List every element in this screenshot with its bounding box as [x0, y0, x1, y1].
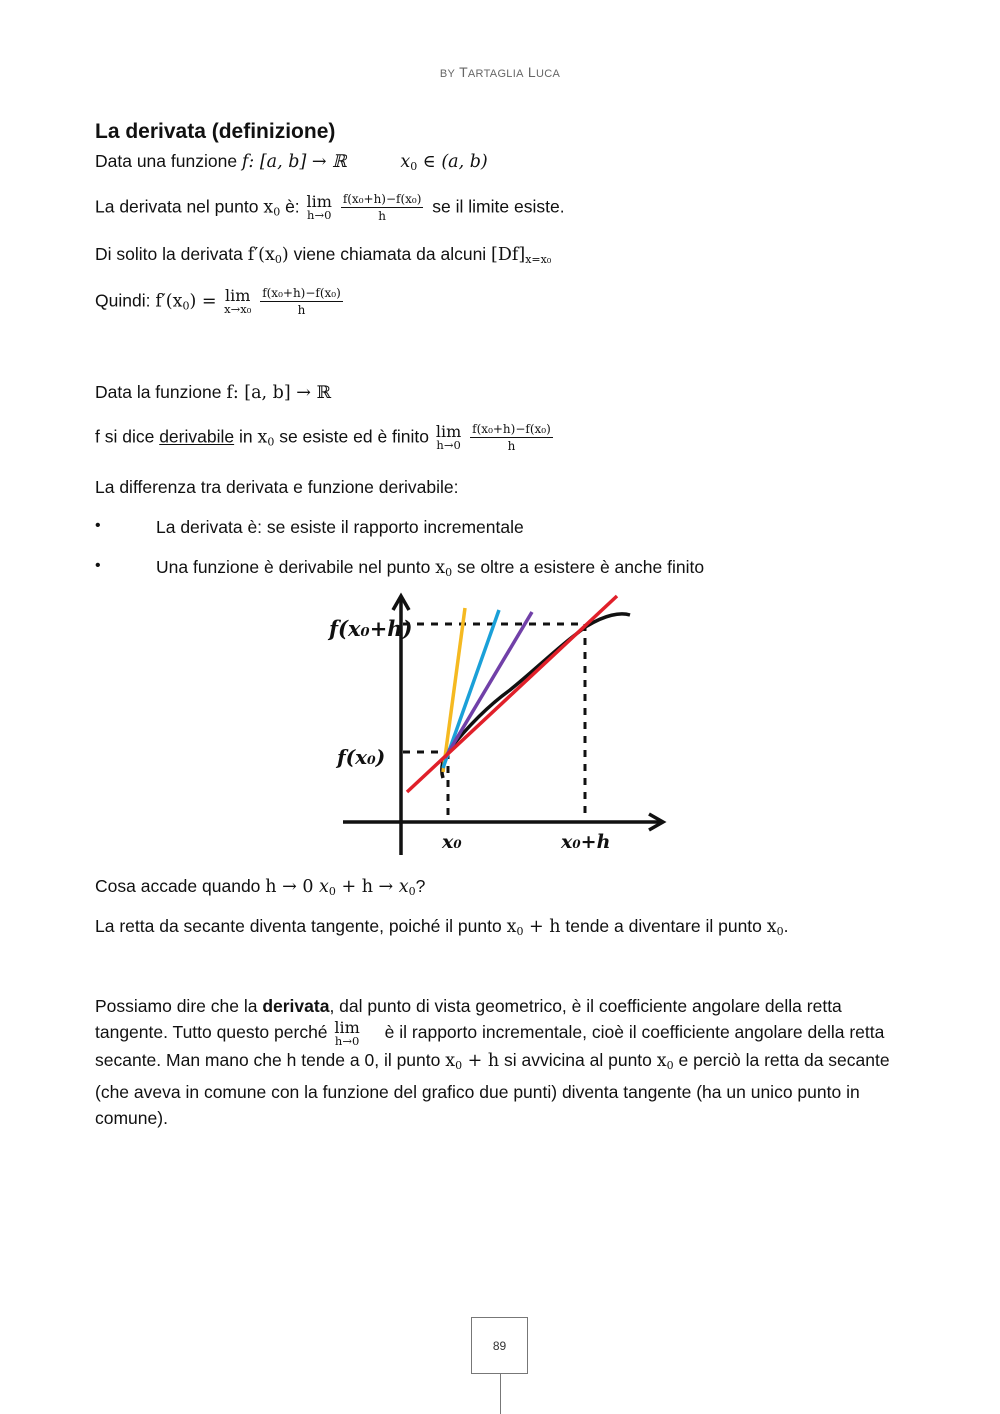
lim: lim	[225, 286, 251, 306]
subscript: 0	[408, 885, 416, 898]
text: , dal punto di vista geometrico, è il coefficiente angolare della retta tangente. Tutto questo perché	[95, 996, 842, 1042]
secant-tangent-graph	[325, 590, 675, 865]
secant-purple	[445, 612, 532, 758]
interval: ∈ (a, b)	[417, 152, 488, 172]
label-fx0h: f(x₀+h)	[329, 616, 413, 641]
header-author-first-rest: ARTAGLIA	[467, 68, 524, 80]
x0-symbol: x	[398, 877, 409, 897]
limit-operator	[436, 424, 461, 452]
subscript: x=x₀	[525, 253, 552, 266]
subscript: 0	[267, 435, 275, 449]
lim-subscript: h→0	[334, 1033, 360, 1048]
text: Data la funzione	[95, 382, 227, 402]
bullet-text	[156, 557, 704, 579]
label-fx0: f(x₀)	[337, 745, 386, 769]
denominator: h	[297, 303, 306, 318]
subscript: 0	[182, 299, 190, 313]
function-signature: f: [a, b] → ℝ	[241, 152, 347, 172]
header-by: BY	[439, 68, 456, 80]
subscript: 0	[273, 205, 281, 219]
section-title: La derivata (definizione)	[95, 120, 336, 143]
underlined-term: derivabile	[159, 426, 235, 447]
subscript: 0	[666, 1059, 674, 1073]
header-author-last-rest: UCA	[536, 68, 561, 80]
bold-term: derivata	[262, 996, 330, 1016]
fprime: f′(x	[247, 245, 275, 265]
text: Data una funzione	[95, 151, 242, 171]
question-mark: ?	[415, 876, 426, 896]
page-number-stem	[500, 1374, 501, 1414]
x0-symbol: x	[656, 1051, 667, 1072]
difference-quotient	[260, 286, 343, 318]
denominator: h	[378, 209, 386, 224]
numerator: f(x₀+h)−f(x₀)	[260, 286, 343, 302]
header-author-first-initial: T	[459, 64, 468, 80]
running-header	[0, 64, 1000, 80]
lim: lim	[435, 422, 462, 442]
expr: + h	[462, 1051, 500, 1072]
text: Quindi:	[95, 290, 156, 311]
text: in	[234, 426, 258, 447]
limit-operator	[334, 1017, 360, 1048]
difference-quotient	[470, 422, 553, 454]
text: tende a diventare il punto	[560, 916, 767, 936]
page-number: 89	[492, 1339, 507, 1353]
text: Possiamo dire che la	[95, 996, 263, 1016]
subscript: 0	[410, 160, 418, 173]
definition-line-5	[95, 382, 331, 403]
lim: lim	[334, 1017, 360, 1037]
paren: )	[281, 245, 289, 265]
text: viene chiamata da alcuni	[288, 244, 492, 264]
definition-line-7	[95, 477, 459, 498]
subscript: 0	[516, 925, 524, 938]
h-limit: h → 0	[265, 877, 320, 897]
text: La retta da secante diventa tangente, poiché il punto	[95, 916, 507, 936]
definition-line-1	[95, 151, 488, 173]
x0-symbol: x	[766, 917, 777, 937]
page-number-box	[471, 1317, 528, 1374]
function-signature: f: [a, b] → ℝ	[226, 383, 332, 403]
limit-operator	[224, 288, 251, 316]
definition-line-3	[95, 244, 551, 266]
answer-line	[95, 916, 789, 938]
definition-line-4	[95, 286, 347, 318]
numerator: f(x₀+h)−f(x₀)	[470, 422, 553, 438]
x0-symbol: x	[319, 877, 329, 897]
denominator: h	[507, 439, 516, 454]
header-author-last-initial: L	[527, 64, 537, 80]
label-x0: x₀	[442, 831, 462, 853]
lim-subscript: h→0	[307, 208, 332, 223]
bullet-dot: •	[95, 517, 101, 534]
subscript: 0	[776, 925, 784, 938]
numerator: f(x₀+h)−f(x₀)	[341, 192, 424, 208]
bullet-dot: •	[95, 557, 101, 574]
lim-subscript: x→x₀	[224, 302, 252, 317]
x0-symbol: x	[263, 197, 274, 218]
x0-symbol: x	[400, 152, 411, 172]
lim-subscript: h→0	[436, 438, 461, 453]
definition-line-2	[95, 192, 565, 224]
text: se il limite esiste.	[432, 196, 565, 217]
period: .	[783, 916, 789, 936]
subscript: 0	[455, 1059, 463, 1073]
text: La differenza tra derivata e funzione derivabile:	[95, 477, 459, 497]
df-notation: [Df]	[491, 245, 526, 265]
bullet-text: La derivata è: se esiste il rapporto incrementale	[156, 517, 524, 537]
text: è:	[280, 196, 305, 217]
text: La derivata nel punto	[95, 196, 264, 217]
expr: + h	[523, 917, 561, 937]
text: si avvicina al punto	[499, 1050, 657, 1071]
subscript: 0	[445, 566, 453, 579]
text: Di solito la derivata	[95, 244, 248, 264]
explanation-paragraph	[95, 993, 905, 1131]
expr: + h →	[335, 877, 399, 897]
definition-line-6	[95, 422, 557, 454]
subscript: 0	[328, 885, 336, 898]
text: e perciò la retta da secante (che aveva in comune con la funzione del grafico due punti) diventa tangente (ha un unico punto in comune).	[95, 1050, 890, 1129]
subscript: 0	[274, 253, 282, 266]
text: Una funzione è derivabile nel punto	[156, 557, 436, 577]
x0-symbol: x	[445, 1051, 456, 1072]
label-x0h: x₀+h	[561, 831, 611, 853]
title-line	[95, 120, 335, 144]
text: f si dice	[95, 426, 160, 447]
text: se oltre a esistere è anche finito	[452, 557, 705, 577]
x0-symbol: x	[257, 427, 268, 448]
x0-symbol: x	[506, 917, 517, 937]
question-line	[95, 876, 425, 898]
text: è il rapporto incrementale, cioè il coefficiente angolare della retta secante. Man mano che h tende a 0, il punto	[95, 1022, 885, 1071]
limit-operator	[307, 194, 332, 222]
text: Cosa accade quando	[95, 876, 266, 896]
x0-symbol: x	[435, 558, 446, 578]
equals: ) =	[189, 291, 223, 312]
lim: lim	[306, 192, 332, 212]
text: se esiste ed è finito	[274, 426, 434, 447]
fprime: f′(x	[155, 291, 183, 312]
difference-quotient	[341, 192, 424, 224]
